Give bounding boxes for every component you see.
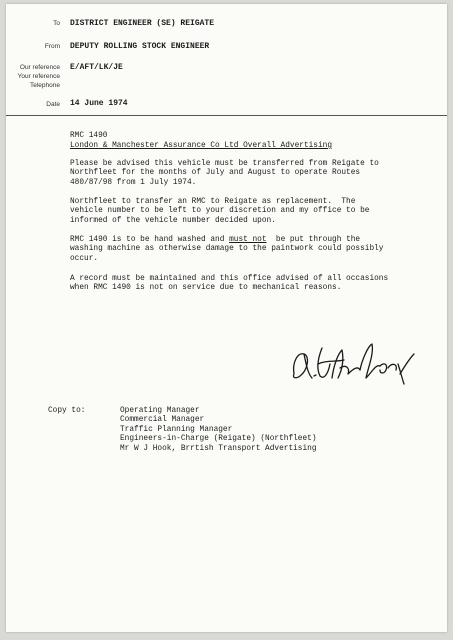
paragraph-washing [70, 236, 420, 264]
copy-recipient: Commercial Manager [120, 416, 205, 425]
copy-recipient: Traffic Planning Manager [120, 425, 233, 434]
telephone-label: Telephone [30, 82, 60, 89]
copy-to-label: Copy to: [48, 407, 86, 415]
to-label: To [53, 20, 60, 27]
washing-text-end: be put through the washing machine as otherwise damage to the paintwork could possibly occur. [70, 236, 384, 263]
copy-recipient: Operating Manager [120, 407, 200, 415]
our-reference-label: Our reference [19, 64, 60, 71]
from-value: DEPUTY ROLLING STOCK ENGINEER [70, 42, 210, 51]
date-value: 14 June 1974 [70, 99, 128, 108]
paragraph-record: A record must be maintained and this office advised of all occasions when RMC 1490 is not on service due to mechanical reasons. [70, 275, 389, 293]
handwritten-signature [288, 334, 418, 394]
our-reference-value: E/AFT/LK/JE [70, 63, 123, 72]
paragraph-replacement: Northfleet to transfer an RMC to Reigate as replacement. The vehicle number to be left to your discretion and my office to be informed of the vehicle number decided upon. [70, 198, 370, 225]
copy-recipient: Mr W J Hook, Brrtish Transport Advertising [120, 444, 317, 453]
your-reference-label: Your reference [17, 73, 60, 80]
washing-text-start: RMC 1490 is to be hand washed and [70, 236, 230, 244]
must-not-emphasis: must not [229, 236, 267, 244]
to-value: DISTRICT ENGINEER (SE) REIGATE [70, 19, 215, 28]
memo-subject: London & Manchester Assurance Co Ltd Overall Advertising [70, 142, 333, 150]
memo-sheet [6, 4, 447, 632]
header-divider [6, 115, 447, 116]
date-label: Date [46, 101, 60, 108]
copy-recipients-list [120, 407, 317, 454]
from-label: From [44, 43, 60, 50]
paragraph-transfer: Please be advised this vehicle must be transferred from Reigate to Northfleet for the months of July and August to operate Routes 480/87/98 from 1 July 1974. [70, 160, 379, 187]
copy-recipient: Engineers-in-Charge (Reigate) (Northfleet) [120, 435, 317, 444]
vehicle-number: RMC 1490 [70, 132, 108, 140]
